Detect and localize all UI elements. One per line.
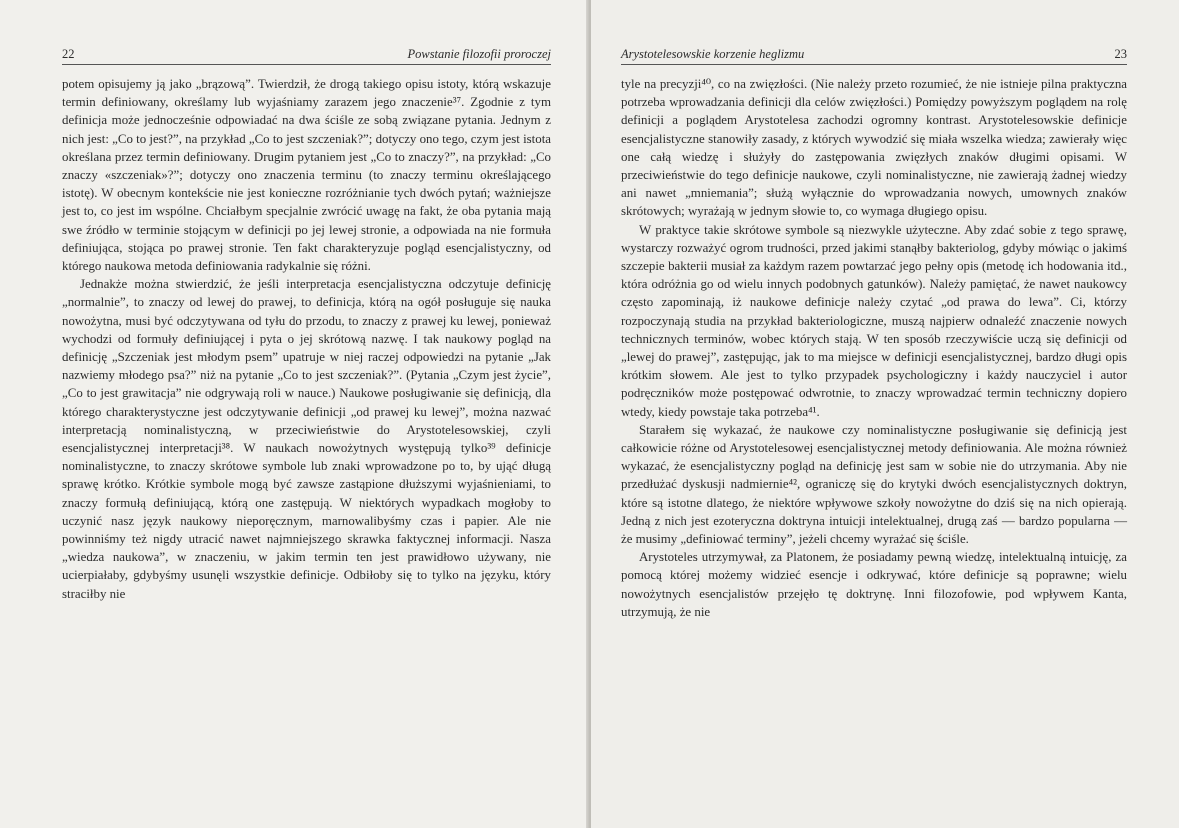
running-title-right: Arystotelesowskie korzenie heglizmu [621, 47, 805, 61]
running-head-right [621, 42, 1127, 65]
paragraph: Jednakże można stwierdzić, że jeśli interpretacja esencjalistyczna odczytuje definicję „normalnie”, to znaczy od lewej do prawej, to definicja, którą na ogół posługuje się nauka nowożytna, musi być odczytywana od tyłu do przodu, to znaczy z prawej ku lewej, ponieważ wychodzi od formuły definiującej i pyta o jej skrótową nazwę. I tak naukowy pogląd na definicję „Szczeniak jest młodym psem” upatruje w niej raczej odpowiedzi na pytanie „Jak nazwiemy młodego psa?” niż na pytanie „Co to jest szczeniak?”. (Pytania „Czym jest życie”, „Co to jest grawitacja” nie odgrywają roli w nauce.) Naukowe posługiwanie się definicją, dla którego charakterystyczne jest odczytywanie definicji „od prawej ku lewej”, można nazwać interpretacją nominalistyczną, w przeciwieństwie do Arystotelesowskiej, czyli esencjalistycznej interpretacji³⁸. W naukach nowożytnych występują tylko³⁹ definicje nominalistyczne, to znaczy skrótowe symbole lub znaki wprowadzone po to, by ująć długą sprawę krótko. Krótkie symbole mogą być zawsze zastąpione dłuższymi wyjaśnieniami, to znaczy formułą definiującą, którą one zastępują. W niektórych wypadkach mogłoby to uczynić nasz język naukowy nieporęcznym, marnowalibyśmy czas i papier. Ale nie powinniśmy też nigdy utracić nawet najmniejszego skrawka faktycznej informacji. Nasza „wiedza naukowa”, w znaczeniu, w jakim termin ten jest prawidłowo używany, nie ucierpiałaby, gdybyśmy usunęli wszystkie definicje. Odbiłoby się to tylko na języku, który straciłby nie [62, 277, 551, 601]
paragraph: W praktyce takie skrótowe symbole są niezwykle użyteczne. Aby zdać sobie z tego sprawę, wystarczy rozważyć ogrom trudności, przed jakimi stanąłby bakteriolog, gdyby mówiąc o jakimś szczepie bakterii musiał za każdym razem powtarzać jego pełny opis (metodę ich hodowania itd., która odróżnia go od wielu innych podobnych gatunków). Należy pamiętać, że nawet naukowcy często zapominają, iż naukowe definicje należy czytać „od prawa do lewa”. Ci, którzy rozpoczynają studia na przykład bakteriologiczne, muszą najpierw odnaleźć znaczenie nowych technicznych terminów, wobec których stają. W ten sposób rzeczywiście uczą się definicji od „lewej do prawej”, zastępując, jak to ma miejsce w definicji esencjalistycznej, bardzo długi opis krótkim słowem. Ale jest to tylko przypadek psychologiczny i każdy nauczyciel i autor podręczników może postępować odwrotnie, to znaczy wprowadzać termin techniczny dopiero wtedy, kiedy powstaje taka potrzeba⁴¹. [621, 222, 1127, 419]
left-body-text [62, 75, 551, 603]
page-number-left: 22 [62, 47, 75, 61]
right-body-text [621, 75, 1127, 621]
paragraph: Starałem się wykazać, że naukowe czy nominalistyczne posługiwanie się definicją jest całkowicie różne od Arystotelesowej esencjalistycznej metody definiowania. Ale można również wykazać, że esencjalistyczny pogląd na definicję jest sam w sobie nie do utrzymania. Aby nie przedłużać dyskusji nadmiernie⁴², ograniczę się do krytyki dwóch esencjalistycznych doktryn, które są istotne dlatego, że niektóre wpływowe szkoły nowożytne do dziś się na nich opierają. Jedną z nich jest ezoteryczna doktryna intuicji intelektualnej, drugą zaś — bardzo popularna — że musimy „definiować terminy”, jeżeli chcemy wyrażać się ściśle. [621, 422, 1127, 547]
running-head-left [62, 42, 551, 65]
page-number-right: 23 [1114, 47, 1127, 61]
left-page [0, 0, 589, 828]
paragraph: potem opisujemy ją jako „brązową”. Twierdził, że drogą takiego opisu istoty, którą wskazuje termin definiowany, określamy lub wyjaśniamy zarazem jego znaczenie³⁷. Zgodnie z tym definicja może jednocześnie odpowiadać na dwa ściśle ze sobą związane pytania. Jednym z nich jest: „Co to jest?”, na przykład „Co to jest szczeniak?”; dotyczy ono tego, czym jest istota określana przez termin definiowany. Drugim pytaniem jest „Co to znaczy?”, na przykład: „Co znaczy «szczeniak»?”; dotyczy ono znaczenia terminu (to znaczy terminu określającego istotę). W obecnym kontekście nie jest konieczne rozróżnianie tych dwóch pytań; ważniejsze jest to, co jest im wspólne. Chciałbym specjalnie zwrócić uwagę na fakt, że oba pytania mają swe źródło w terminie stojącym w definicji po jej lewej stronie, a odpowiada na nie formuła definiująca, stojąca po prawej stronie. Ten fakt charakteryzuje pogląd esencjalistyczny, od którego naukowa metoda definiowania radykalnie się różni. [62, 77, 551, 274]
running-title-left: Powstanie filozofii proroczej [407, 47, 551, 61]
paragraph: tyle na precyzji⁴⁰, co na zwięzłości. (Nie należy przeto rozumieć, że nie istnieje pilna praktyczna potrzeba wprowadzania definicji dla celów zwięzłości.) Pomiędzy powyższym poglądem na rolę definicji a poglądem Arystotelesa zachodzi ogromny kontrast. Arystotelesowskie definicje esencjalistyczne stanowiły zasady, z których wywodzić się miała wszelka wiedza; zawierały więc one całą wiedzę i służyły do zastępowania zwięzłych znaków długimi opisami. W przeciwieństwie do tego definicje naukowe, czyli nominalistyczne, nie zawierają żadnej wiedzy ani nawet „mniemania”; służą wyłącznie do wprowadzania nowych, umownych znaków skrótowych; wyrażają w jednym słowie to, co wymaga długiego opisu. [621, 77, 1127, 219]
paragraph: Arystoteles utrzymywał, za Platonem, że posiadamy pewną wiedzę, intelektualną intuicję, za pomocą której możemy widzieć esencje i odkrywać, które definicje są poprawne; wielu nowożytnych esencjalistów przejęło tę doktrynę. Inni filozofowie, pod wpływem Kanta, utrzymują, że nie [621, 550, 1127, 619]
right-page [591, 0, 1179, 828]
